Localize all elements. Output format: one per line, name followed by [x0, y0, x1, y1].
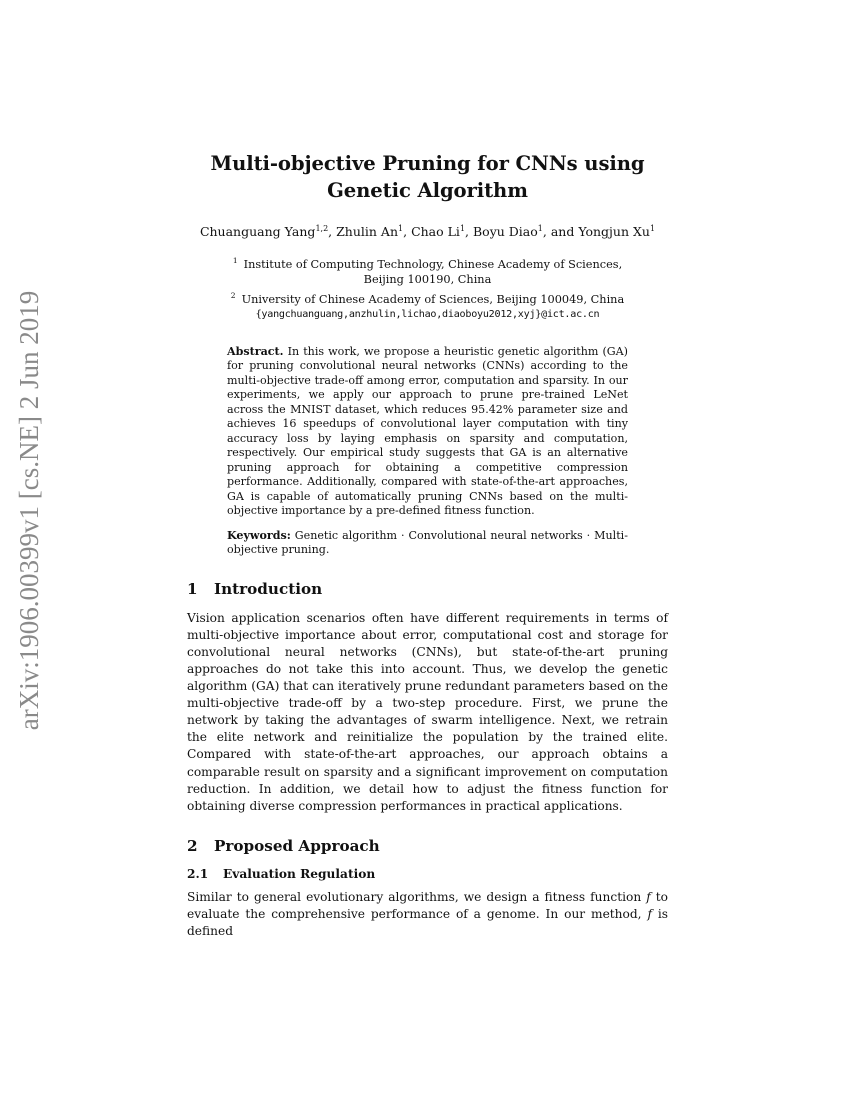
author-name: Chuanguang Yang [199, 224, 316, 240]
affiliation-1: $^1$ Institute of Computing Technology, Chinese Academy of Sciences, [232, 256, 623, 271]
paper-page [187, 150, 668, 940]
keywords [227, 529, 628, 558]
section-heading-proposed-approach: 2 Proposed Approach [187, 836, 380, 855]
arxiv-identifier-stamp [10, 280, 50, 740]
author-name: Chao Li [411, 224, 460, 240]
author-affil-sup: 1,2 [315, 224, 329, 233]
fitness-variable: f [646, 889, 651, 904]
keywords-text: Genetic algorithm · Convolutional neural networks · Multi-objective pruning. [227, 528, 628, 557]
author-name: Zhulin An [336, 224, 399, 240]
introduction-paragraph: Vision application scenarios often have different requirements in terms of multi-objective importance about error, computational cost and storage for convolutional neural networks (CNNs), but state-of-the-art pruning approaches do not take this into account. Thus, we develop the genetic algorithm (GA) that can iteratively prune redundant parameters based on the multi-objective trade-off by a two-step procedure. First, we prune the network by taking the advantages of swarm intelligence. Next, we retrain the elite network and reinitialize the population by the trained elite. Compared with state-of-the-art approaches, our approach obtains a comparable result on sparsity and a significant improvement on computation reduction. In addition, we detail how to adjust the fitness function for obtaining diverse compression performances in practical applications. [187, 610, 668, 813]
paper-title: Multi-objective Pruning for CNNs using Genetic Algorithm [210, 152, 645, 202]
author-name: Yongjun Xu [578, 224, 650, 240]
evaluation-regulation-paragraph: Similar to general evolutionary algorithms, we design a fitness function f to evaluate the comprehensive performance of a genome. In our method, f is defined [187, 889, 668, 938]
subsection-heading-evaluation-regulation: 2.1 Evaluation Regulation [187, 866, 376, 881]
author-affil-sup: 1 [537, 224, 543, 233]
affiliation-block [187, 253, 668, 323]
author-affil-sup: 1 [649, 224, 656, 233]
author-emails: {yangchuanguang,anzhulin,lichao,diaoboyu2012,xyj}@ict.ac.cn [255, 309, 600, 321]
author-affil-sup: 1 [398, 224, 404, 233]
abstract-label: Abstract. [227, 344, 284, 358]
abstract [227, 345, 628, 519]
keywords-label: Keywords: [227, 528, 291, 542]
section-heading-introduction: 1 Introduction [187, 579, 323, 598]
affiliation-2: $^2$ University of Chinese Academy of Sciences, Beijing 100049, China [230, 290, 625, 306]
fitness-variable: f [647, 906, 652, 921]
affiliation-1-city: Beijing 100190, China [363, 273, 492, 287]
author-list: Chuanguang Yang$^{1,2}$, Zhulin An$^1$, Chao Li$^1$, Boyu Diao$^1$, and Yongjun Xu$^1$ [199, 224, 656, 240]
author-affil-sup: 1 [459, 224, 466, 233]
arxiv-identifier-text: arXiv:1906.00399v1 [cs.NE] 2 Jun 2019 [14, 290, 45, 730]
abstract-text: In this work, we propose a heuristic genetic algorithm (GA) for pruning convolutional neural networks (CNNs) according to the multi-objective trade-off among error, computation and sparsity. In our experiments, we apply our approach to prune pre-trained LeNet across the MNIST dataset, which reduces 95.42% parameter size and achieves 16 speedups of convolutional layer computation with tiny accuracy loss by laying emphasis on sparsity and computation, respectively. Our empirical study suggests that GA is an alternative pruning approach for obtaining a competitive compression performance. Additionally, compared with state-of-the-art approaches, GA is capable of automatically pruning CNNs based on the multi-objective importance by a pre-defined fitness function. [227, 344, 628, 518]
author-name: Boyu Diao [472, 224, 538, 240]
